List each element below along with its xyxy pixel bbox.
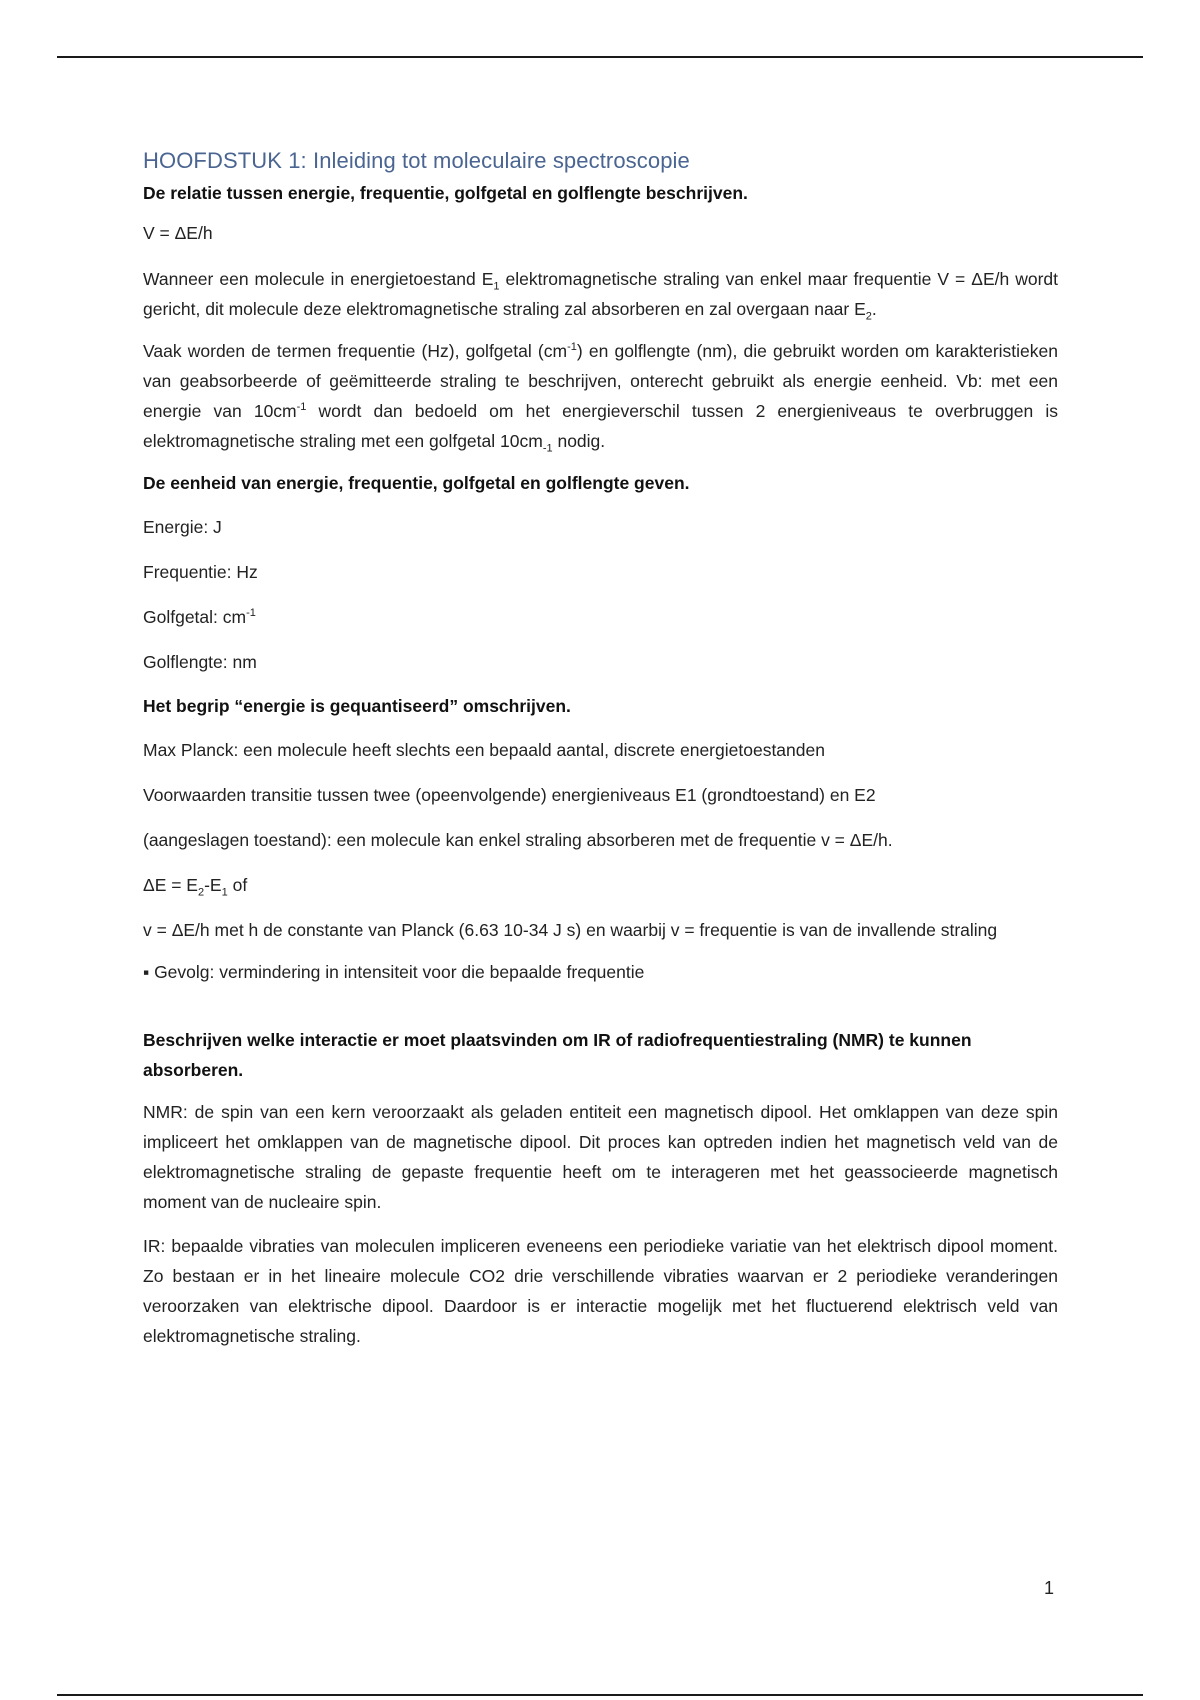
footer-rule — [57, 1694, 1143, 1696]
unit-energie: Energie: J — [143, 517, 222, 537]
question-gequantiseerd: Het begrip “energie is gequantiseerd” omschrijven. — [143, 696, 571, 716]
question-interactie: Beschrijven welke interactie er moet plaatsvinden om IR of radiofrequentiestraling (NMR) te kunnen absorberen. — [143, 1030, 972, 1080]
paragraph-planck: Max Planck: een molecule heeft slechts een bepaald aantal, discrete energietoestanden — [143, 740, 825, 760]
question-eenheid: De eenheid van energie, frequentie, golfgetal en golflengte geven. — [143, 473, 690, 493]
paragraph-planck-constant: v = ΔE/h met h de constante van Planck (6.63 10-34 J s) en waarbij v = frequentie is van de invallende straling — [143, 920, 998, 940]
chapter-heading: HOOFDSTUK 1: Inleiding tot moleculaire spectroscopie — [143, 148, 690, 173]
page-content — [143, 148, 1058, 1351]
unit-frequentie: Frequentie: Hz — [143, 562, 258, 582]
page-number: 1 — [1044, 1578, 1055, 1598]
question-relatie: De relatie tussen energie, frequentie, golfgetal en golflengte beschrijven. — [143, 183, 748, 203]
header-rule — [57, 56, 1143, 58]
paragraph-voorwaarden: Voorwaarden transitie tussen twee (opeenvolgende) energieniveaus E1 (grondtoestand) en E2 — [143, 785, 876, 805]
paragraph-ir: IR: bepaalde vibraties van moleculen impliceren eveneens een periodieke variatie van het elektrisch dipool moment. Zo bestaan er in het lineaire molecule CO2 drie verschillende vibraties waarvan er 2 periodieke veranderingen veroorzaken van elektrische dipool. Daardoor is er interactie mogelijk met het fluctuerend elektrisch veld van elektromagnetische straling. — [143, 1236, 1058, 1346]
paragraph-nmr: NMR: de spin van een kern veroorzaakt als geladen entiteit een magnetisch dipool. Het omklappen van deze spin impliceert het omklappen van de magnetische dipool. Dit proces kan optreden indien het magnetisch veld van de elektromagnetische straling de gepaste frequentie heeft om te interageren met het geassocieerde magnetisch moment van de nucleaire spin. — [143, 1102, 1058, 1212]
formula-delta-e: $\Delta E = E_2-E_1$ of — [143, 875, 248, 899]
paragraph-absorption: Wanneer een molecule in energietoestand $E_1$ elektromagnetische straling van enkel maar frequentie V = ΔE/h wordt gericht, dit molecule deze elektromagnetische straling zal absorberen en zal overgaan naar $E_2$. — [143, 269, 1058, 323]
unit-golfgetal: Golfgetal: $cm^{-1}$ — [143, 607, 256, 627]
bullet-gevolg: ▪ Gevolg: vermindering in intensiteit voor die bepaalde frequentie — [143, 962, 645, 982]
formula-frequency: V = ΔE/h — [143, 223, 213, 243]
paragraph-terms: Vaak worden de termen frequentie (Hz), golfgetal $(cm^{-1})$ en golflengte (nm), die gebruikt worden om karakteristieken van geabsorbeerde of geëmitteerde straling te beschrijven, onterecht gebruikt als energie eenheid. Vb: met een energie van $10cm^{-1}$ wordt dan bedoeld om het energieverschil tussen 2 energieniveaus te overbruggen is elektromagnetische straling met een golfgetal $10cm_{-1}$ nodig. — [143, 341, 1058, 455]
unit-golflengte: Golflengte: nm — [143, 652, 257, 672]
paragraph-aangeslagen: (aangeslagen toestand): een molecule kan enkel straling absorberen met de frequentie v = ΔE/h. — [143, 830, 893, 850]
